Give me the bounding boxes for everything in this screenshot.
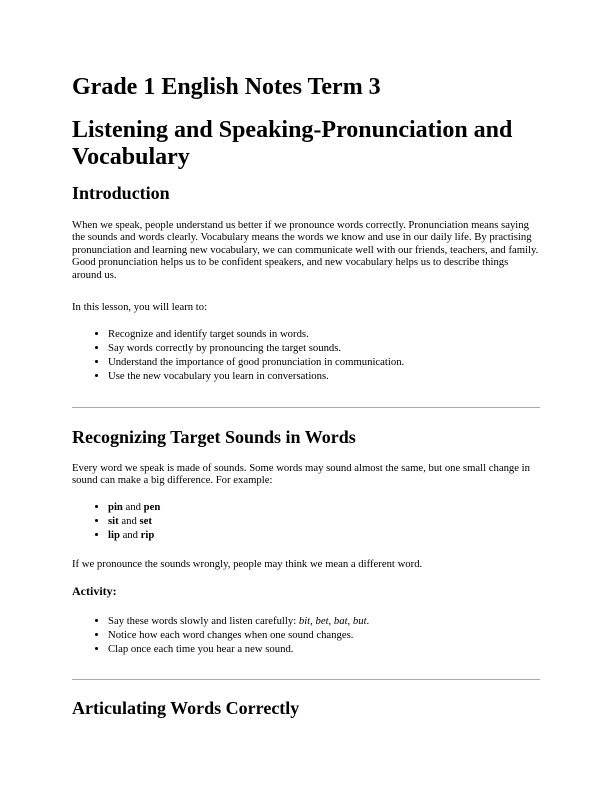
word: lip (108, 529, 120, 541)
list-item (108, 614, 576, 628)
list-item: • Notice how each word changes when one sound changes. (108, 628, 576, 642)
section1-heading: Recognizing Target Sounds in Words (72, 427, 356, 447)
conjunction: and (122, 501, 144, 513)
list-item: • Clap once each time you hear a new sound. (108, 642, 576, 656)
page-title: Grade 1 English Notes Term 3 (72, 74, 381, 100)
intro-heading: Introduction (72, 183, 170, 203)
section-divider (72, 679, 540, 680)
activity-suffix: . (366, 615, 370, 627)
word: rip (140, 529, 155, 541)
conjunction: and (118, 515, 140, 527)
list-item: • Understand the importance of good pronunciation in communication. (108, 355, 576, 369)
page-subtitle: Listening and Speaking-Pronunciation and Vocabulary (72, 117, 513, 170)
list-item (108, 528, 576, 542)
activity-words: bit, bet, bat, but (298, 615, 367, 627)
list-item (108, 500, 576, 514)
word: pen (143, 501, 161, 513)
list-item: • Recognize and identify target sounds in words. (108, 327, 576, 341)
section2-heading: Articulating Words Correctly (72, 698, 300, 718)
activity-label: Activity: (72, 584, 117, 598)
activity-list (72, 614, 576, 656)
intro-lead: In this lesson, you will learn to: (72, 301, 208, 313)
section1-paragraph: Every word we speak is made of sounds. Some words may sound almost the same, but one small change in sound can make a big difference. For example: (72, 462, 530, 487)
list-item: • Say words correctly by pronouncing the target sounds. (108, 341, 576, 355)
section1-note: If we pronounce the sounds wrongly, people may think we mean a different word. (72, 558, 423, 570)
word: sit (108, 515, 119, 527)
intro-paragraph: When we speak, people understand us better if we pronounce words correctly. Pronunciation means saying the sounds and words clearly. Vocabulary means the words we know and use in our daily life. By practising pronunciation and learning new vocabulary, we can communicate well with our friends, teachers, and family. Good pronunciation helps us to be confident speakers, and new vocabulary helps us to describe things around us. (72, 219, 539, 281)
word: pin (108, 501, 123, 513)
conjunction: and (119, 529, 141, 541)
list-item: • Use the new vocabulary you learn in conversations. (108, 369, 576, 383)
section-divider (72, 407, 540, 408)
activity-text: Say these words slowly and listen carefully: (108, 615, 299, 627)
word: set (139, 515, 152, 527)
word-pairs-list (72, 500, 576, 542)
list-item (108, 514, 576, 528)
objectives-list (72, 327, 576, 383)
